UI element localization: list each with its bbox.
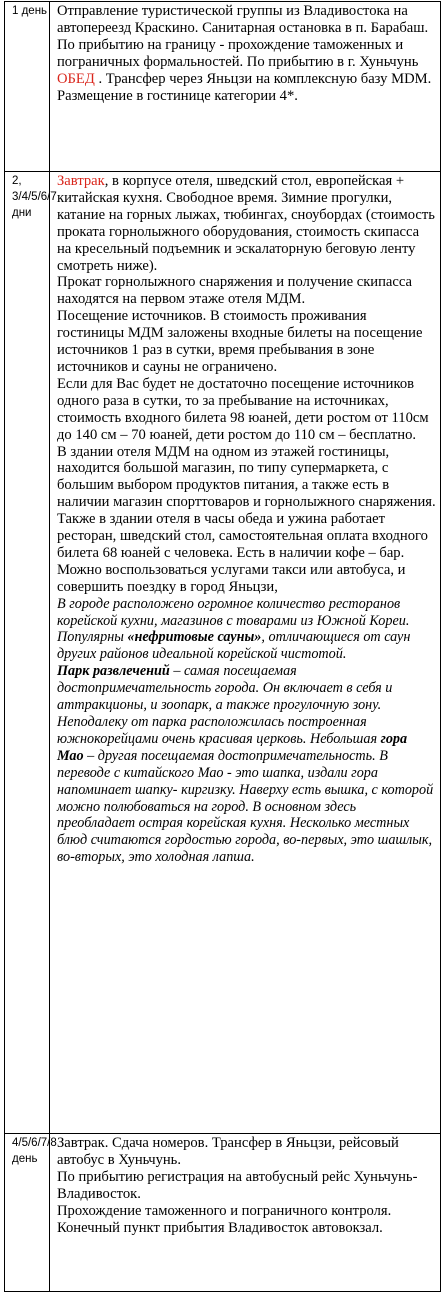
text-run: В здании отеля МДМ на одном из этажей гостиницы, находится большой магазин, по типу супермаркета, с большим выбором продуктов питания, а также есть в наличии магазин спорттоваров и горнолыжного снаряжения.	[57, 443, 436, 511]
description-paragraph	[57, 1135, 437, 1169]
text-run: – самая посещаемая достопримечательность города. Он включает в себя и аттракционы, и зоопарк, а также прогулочную зону. Неподалеку от парка расположилась построенная южнокорейцами очень красивая церковь. Небольшая	[57, 663, 393, 747]
day-label-cell	[5, 1134, 57, 1292]
text-run: В городе расположено огромное количество ресторанов корейской кухни, магазинов с товарами из Южной Кореи.	[57, 595, 410, 629]
description-paragraph	[57, 376, 437, 444]
day-label-cell	[5, 2, 50, 172]
description-paragraph	[57, 37, 437, 105]
text-run: – другая посещаемая достопримечательность. В переводе с китайского Мао - это шапка, издали гора напоминает шапку- киргизку. Наверху есть вышка, с которой можно полюбоваться на город. В основном здесь преобладает острая корейская кухня. Несколько местных блюд считаются гордостью города, во-первых, это шашлык, во-вторых, это холодная лапша.	[57, 747, 434, 866]
text-run: Прокат горнолыжного снаряжения и получение скипасса находятся на первом этаже отеля МДМ.	[57, 274, 413, 308]
description-paragraph	[57, 663, 437, 866]
description-paragraph	[57, 308, 437, 376]
text-run: Популярны	[57, 629, 128, 646]
text-run: , отличающиеся от саун других районов идеальной корейской чистотой.	[57, 629, 411, 663]
highlighted-text: Парк развлечений	[57, 663, 170, 680]
meal-highlight: ОБЕД	[57, 70, 95, 87]
day-label: 4/5/6/7/8 день	[12, 1137, 57, 1165]
description-paragraph	[57, 274, 437, 308]
day-label-cell	[5, 172, 57, 1134]
description-paragraph	[57, 173, 437, 274]
highlighted-text: «нефритовые сауны»	[127, 629, 262, 646]
itinerary-row-last-day	[5, 1134, 441, 1292]
text-run: , в корпусе отеля, шведский стол, европейская + китайская кухня. Свободное время. Зимние прогулки, катание на горных лыжах, тюбингах, сноубордах (стоимость проката горнолыжного оборудования, стоимость скипасса на кресельный подъемник и эскалаторную беговую ленту смотреть ниже).	[57, 173, 435, 274]
itinerary-row-days-2-7	[5, 172, 441, 1134]
text-run: Завтрак. Сдача номеров. Трансфер в Яньцзи, рейсовый автобус в Хуньчунь.	[57, 1135, 399, 1168]
meal-highlight: Завтрак	[57, 173, 105, 189]
text-run: Можно воспользоваться услугами такси или автобуса, и совершить поездку в город Яньцзи,	[57, 561, 406, 595]
itinerary-row-day-1	[5, 2, 441, 172]
day-description	[50, 2, 441, 172]
text-run: Также в здании отеля в часы обеда и ужина работает ресторан, шведский стол, самостоятельная оплата входного билета 68 юаней с человека. Есть в наличии кофе – бар.	[57, 511, 428, 561]
description-paragraph	[57, 3, 437, 37]
highlighted-text: гора Мао	[57, 730, 408, 764]
description-paragraph	[57, 1169, 437, 1203]
day-description	[50, 1134, 441, 1292]
description-paragraph	[57, 1203, 437, 1237]
text-run: По прибытию на границу - прохождение таможенных и пограничных формальностей. По прибытию в г. Хуньчунь	[57, 36, 419, 70]
day-description	[50, 172, 441, 1134]
text-run: Если для Вас будет не достаточно посещение источников одного раза в сутки, то за пребывание на источниках, стоимость входного билета 98 юаней, дети ростом от 110см до 140 см – 70 юаней, дети ростом до 110 см – бесплатно.	[57, 375, 429, 443]
day-label: 2, 3/4/5/6/7 дни	[12, 175, 57, 219]
description-paragraph	[57, 596, 437, 630]
description-paragraph	[57, 629, 437, 663]
description-paragraph	[57, 511, 437, 562]
text-run: Отправление туристической группы из Владивостока на автопереезд Краскино. Санитарная остановка в п. Барабаш.	[57, 3, 429, 36]
text-run: По прибытию регистрация на автобусный рейс Хуньчунь- Владивосток.	[57, 1168, 418, 1202]
itinerary-table	[4, 1, 441, 1292]
text-run: Посещение источников. В стоимость проживания гостиницы МДМ заложены входные билеты на посещение источников 1 раз в сутки, время пребывания в зоне источников и сауны не ограничено.	[57, 308, 423, 375]
description-paragraph	[57, 444, 437, 512]
description-paragraph	[57, 562, 437, 596]
text-run: Прохождение таможенного и пограничного контроля. Конечный пункт прибытия Владивосток автовокзал.	[57, 1202, 392, 1236]
day-label: 1 день	[12, 5, 48, 17]
text-run: . Трансфер через Яньцзи на комплексную базу MDM. Размещение в гостинице категории 4*.	[57, 70, 432, 104]
